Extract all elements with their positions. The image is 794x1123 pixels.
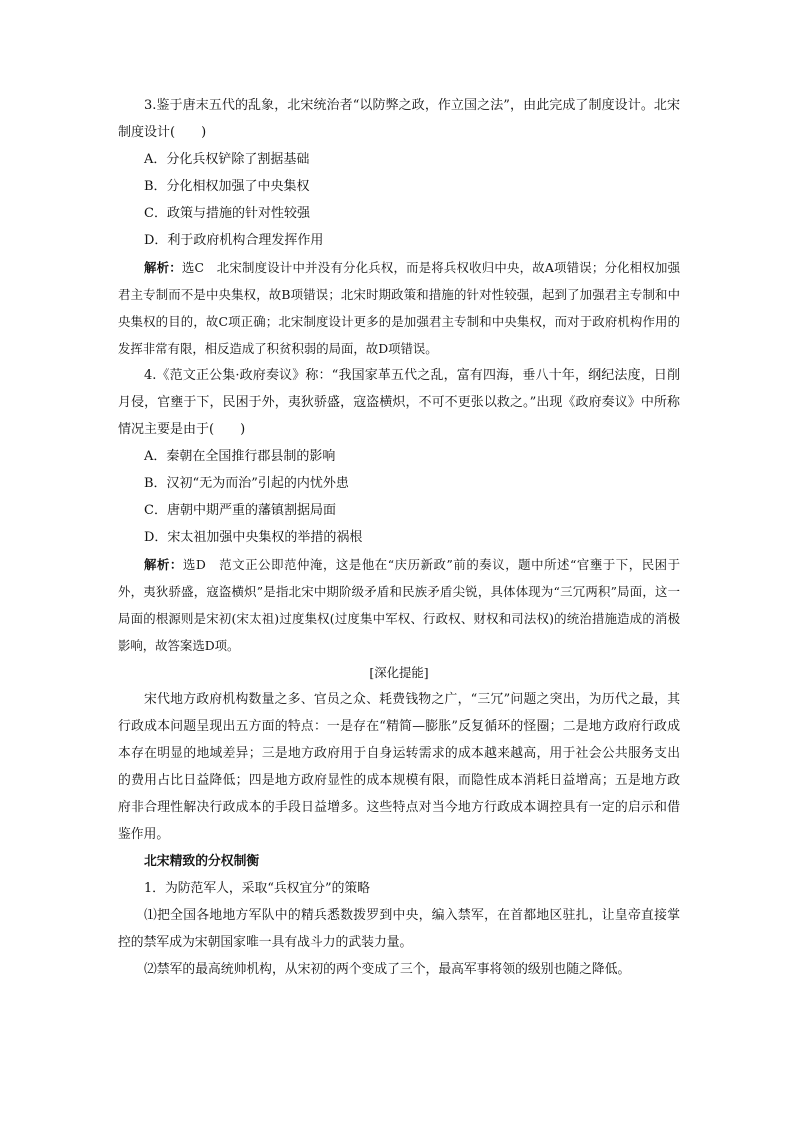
question-4-analysis [118,551,680,659]
detail-1: ⑴把全国各地地方军队中的精兵悉数拨罗到中央，编入禁军，在首都地区驻扎，让皇帝直接掌控的禁军成为宋朝国家唯一具有战斗力的武装力量。 [118,908,680,950]
analysis-label: 解析： [144,557,183,572]
question-4-option-b: B．汉初“无为而治”引起的内忧外患 [144,476,349,491]
question-3-option-d: D．利于政府机构合理发挥作用 [144,233,324,248]
analysis-text: 选C 北宋制度设计中并没有分化兵权，而是将兵权收归中央，故A项错误；分化相权加强君主专制而不是中央集权，故B项错误；北宋时期政策和措施的针对性较强，起到了加强君主专制和中央集权的目的，故C项正确；北宋制度设计更多的是加强君主专制和中央集权，而对于政府机构作用的发挥非常有限，相反造成了积贫积弱的局面，故D项错误。 [118,260,680,356]
question-3-stem: 3.鉴于唐末五代的乱象，北宋统治者“以防弊之政，作立国之法”，由此完成了制度设计。北宋制度设计( ) [118,98,680,140]
question-4-option-c: C．唐朝中期严重的藩镇割据局面 [144,503,336,518]
question-3-analysis [118,254,680,362]
section-title: [深化提能] [369,665,429,680]
detail-2: ⑵禁军的最高统帅机构，从宋初的两个变成了三个，最高军事将领的级别也随之降低。 [144,962,631,977]
topic-title: 北宋精致的分权制衡 [144,854,260,869]
point-1: 1．为防范军人，采取“兵权宜分”的策略 [144,881,370,896]
question-4-option-a: A．秦朝在全国推行郡县制的影响 [144,449,336,464]
question-3-option-b: B．分化相权加强了中央集权 [144,179,310,194]
document-page [118,92,680,983]
analysis-text: 选D 范文正公即范仲淹，这是他在“庆历新政”前的奏议，题中所述“官壅于下，民困于外，夷狄骄盛，寇盗横炽”是指北宋中期阶级矛盾和民族矛盾尖锐，具体体现为“三冗两积”局面，这一局面的根源则是宋初(宋太祖)过度集权(过度集中军权、行政权、财权和司法权)的统治措施造成的消极影响，故答案选D项。 [118,557,681,653]
analysis-label: 解析： [144,260,182,275]
question-4-option-d: D．宋太祖加强中央集权的举措的祸根 [144,530,363,545]
question-4-stem: 4.《范文正公集·政府奏议》称：“我国家革五代之乱，富有四海，垂八十年，纲纪法度，日削月侵，官壅于下，民困于外，夷狄骄盛，寇盗横炽，不可不更张以救之。”出现《政府奏议》中所称情况主要是由于( ) [118,368,680,437]
question-3-option-c: C．政策与措施的针对性较强 [144,206,310,221]
question-3-option-a: A．分化兵权铲除了割据基础 [144,152,310,167]
deepen-paragraph: 宋代地方政府机构数量之多、官员之众、耗费钱物之广，“三冗”问题之突出，为历代之最，其行政成本问题呈现出五方面的特点：一是存在“精简—膨胀”反复循环的怪圈；二是地方政府行政成本存在明显的地域差异；三是地方政府用于自身运转需求的成本越来越高，用于社会公共服务支出的费用占比日益降低；四是地方政府显性的成本规模有限，而隐性成本消耗日益增高；五是地方政府非合理性解决行政成本的手段日益增多。这些特点对当今地方行政成本调控具有一定的启示和借鉴作用。 [118,692,680,842]
